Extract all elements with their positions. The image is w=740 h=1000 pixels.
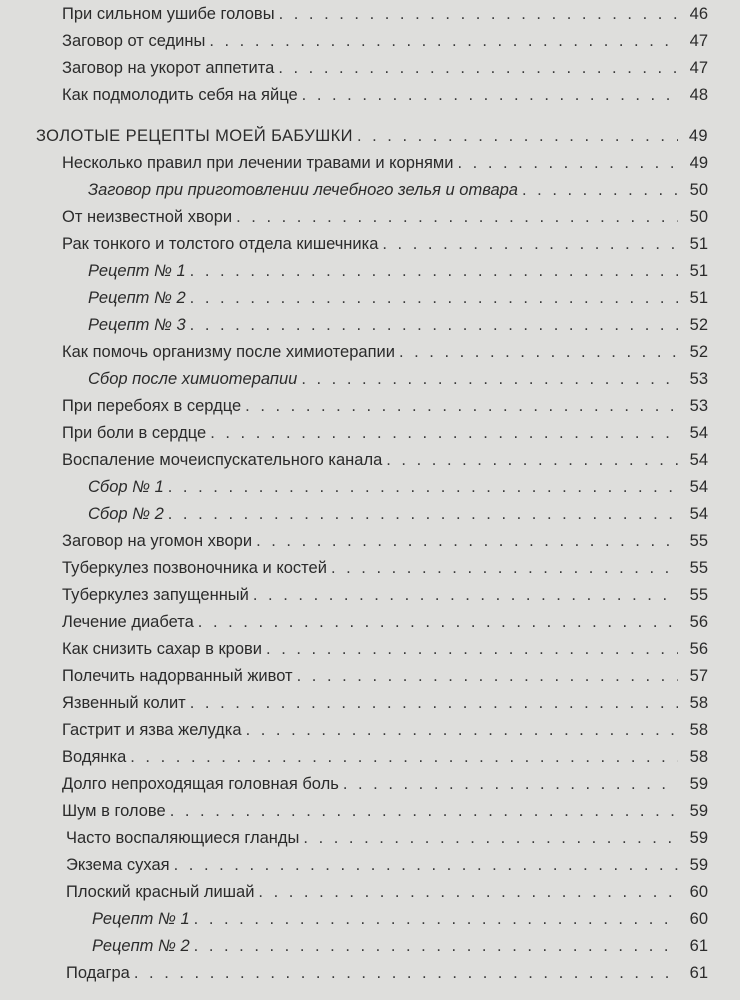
toc-entry-page: 60 [689, 883, 708, 901]
dot-leader [190, 289, 678, 308]
toc-entry-page: 50 [689, 181, 708, 199]
dot-leader [246, 721, 678, 740]
toc-entry [0, 208, 708, 235]
toc-entry-page: 49 [688, 127, 708, 145]
toc-entry-title: Сбор после химиотерапии [88, 370, 298, 388]
toc-entry-page: 59 [689, 802, 708, 820]
dot-leader [331, 559, 678, 578]
toc-entry-page: 51 [689, 262, 708, 280]
toc-entry [0, 586, 708, 613]
toc-entry-title: Подагра [66, 964, 130, 982]
dot-leader [198, 613, 678, 632]
toc-entry [0, 154, 708, 181]
dot-leader [168, 478, 678, 497]
toc-entry-page: 50 [689, 208, 708, 226]
toc-entry-title: Как помочь организму после химиотерапии [62, 343, 395, 361]
toc-entry-title: Рецепт № 1 [88, 262, 186, 280]
dot-leader [357, 127, 678, 146]
toc-entry-title: Шум в голове [62, 802, 166, 820]
dot-leader [258, 883, 678, 902]
toc-entry-page: 48 [689, 86, 708, 104]
toc-entry [0, 964, 708, 991]
toc-entry [0, 424, 708, 451]
dot-leader [343, 775, 678, 794]
toc-entry-title: Заговор при приготовлении лечебного зелья и отвара [88, 181, 518, 199]
toc-entry-page: 58 [689, 721, 708, 739]
toc-entry-page: 55 [689, 559, 708, 577]
toc-entry-title: Экзема сухая [66, 856, 170, 874]
toc-entry [0, 235, 708, 262]
toc-entry-title: Лечение диабета [62, 613, 194, 631]
toc-entry-page: 46 [689, 5, 708, 23]
toc-subentry [0, 316, 708, 343]
toc-subentry [0, 505, 708, 532]
dot-leader [210, 424, 678, 443]
dot-leader [209, 32, 678, 51]
toc-subentry [0, 937, 708, 964]
dot-leader [190, 262, 678, 281]
toc-entry-title: Сбор № 1 [88, 478, 164, 496]
dot-leader [194, 937, 678, 956]
toc-entry-title: Часто воспаляющиеся гланды [66, 829, 300, 847]
toc-entry [0, 694, 708, 721]
dot-leader [253, 586, 678, 605]
toc-entry [0, 721, 708, 748]
toc-entry [0, 667, 708, 694]
dot-leader [302, 86, 678, 105]
toc-entry [0, 802, 708, 829]
toc-subentry [0, 289, 708, 316]
toc-entry-title: Гастрит и язва желудка [62, 721, 242, 739]
toc-entry-title: Туберкулез запущенный [62, 586, 249, 604]
toc-entry-title: Язвенный колит [62, 694, 186, 712]
dot-leader [297, 667, 678, 686]
dot-leader [266, 640, 678, 659]
dot-leader [386, 451, 678, 470]
toc-entry-page: 52 [689, 316, 708, 334]
toc-entry [0, 59, 708, 86]
toc-entry-page: 58 [689, 694, 708, 712]
toc-entry-page: 53 [689, 370, 708, 388]
toc-entry-page: 59 [689, 856, 708, 874]
dot-leader [190, 316, 678, 335]
toc-entry [0, 883, 708, 910]
toc-entry [0, 343, 708, 370]
toc-entry-title: Рецепт № 2 [88, 289, 186, 307]
dot-leader [190, 694, 678, 713]
toc-entry-title: Рецепт № 3 [88, 316, 186, 334]
dot-leader [168, 505, 678, 524]
table-of-contents [0, 5, 708, 991]
dot-leader [301, 370, 678, 389]
toc-entry-title: Полечить надорванный живот [62, 667, 293, 685]
dot-leader [399, 343, 678, 362]
toc-subentry [0, 478, 708, 505]
toc-chapter-title: ЗОЛОТЫЕ РЕЦЕПТЫ МОЕЙ БАБУШКИ [36, 127, 353, 145]
dot-leader [278, 59, 678, 78]
toc-entry-page: 58 [689, 748, 708, 766]
toc-entry-page: 61 [689, 964, 708, 982]
toc-entry-title: Как снизить сахар в крови [62, 640, 263, 658]
toc-subentry [0, 370, 708, 397]
toc-entry-page: 61 [689, 937, 708, 955]
dot-leader [130, 748, 678, 767]
toc-entry-page: 54 [689, 478, 708, 496]
toc-entry-title: Туберкулез позвоночника и костей [62, 559, 327, 577]
toc-entry [0, 86, 708, 113]
toc-entry [0, 856, 708, 883]
toc-entry [0, 748, 708, 775]
toc-entry-title: Сбор № 2 [88, 505, 164, 523]
toc-entry-page: 55 [689, 586, 708, 604]
toc-entry-page: 49 [689, 154, 708, 172]
dot-leader [457, 154, 678, 173]
toc-entry-page: 56 [689, 640, 708, 658]
toc-entry [0, 775, 708, 802]
dot-leader [522, 181, 678, 200]
toc-entry-page: 54 [689, 505, 708, 523]
toc-entry-page: 57 [689, 667, 708, 685]
toc-entry [0, 829, 708, 856]
toc-entry [0, 640, 708, 667]
toc-entry [0, 532, 708, 559]
toc-entry-page: 53 [689, 397, 708, 415]
dot-leader [170, 802, 678, 821]
toc-entry-page: 59 [689, 829, 708, 847]
dot-leader [303, 829, 678, 848]
dot-leader [194, 910, 678, 929]
toc-entry-title: Долго непроходящая головная боль [62, 775, 339, 793]
toc-entry-title: Плоский красный лишай [66, 883, 255, 901]
toc-entry-page: 56 [689, 613, 708, 631]
dot-leader [236, 208, 678, 227]
dot-leader [279, 5, 678, 24]
toc-entry-title: Несколько правил при лечении травами и корнями [62, 154, 454, 172]
toc-entry-title: Рак тонкого и толстого отдела кишечника [62, 235, 379, 253]
toc-entry [0, 559, 708, 586]
toc-chapter-heading [0, 127, 708, 154]
toc-entry [0, 613, 708, 640]
toc-entry-title: Заговор на угомон хвори [62, 532, 253, 550]
toc-entry-page: 52 [689, 343, 708, 361]
toc-entry [0, 451, 708, 478]
dot-leader [245, 397, 678, 416]
toc-entry-page: 47 [689, 59, 708, 77]
toc-entry [0, 397, 708, 424]
toc-entry-page: 54 [689, 424, 708, 442]
toc-entry-title: Рецепт № 2 [92, 937, 190, 955]
toc-entry-page: 51 [689, 235, 708, 253]
toc-subentry [0, 910, 708, 937]
toc-entry-title: При боли в сердце [62, 424, 207, 442]
toc-subentry [0, 181, 708, 208]
toc-entry-page: 51 [689, 289, 708, 307]
toc-entry-title: При сильном ушибе головы [62, 5, 275, 23]
toc-entry-title: Водянка [62, 748, 127, 766]
toc-entry-title: От неизвестной хвори [62, 208, 233, 226]
toc-entry-title: Как подмолодить себя на яйце [62, 86, 298, 104]
toc-subentry [0, 262, 708, 289]
toc-entry-title: При перебоях в сердце [62, 397, 242, 415]
toc-entry [0, 5, 708, 32]
toc-entry-page: 55 [689, 532, 708, 550]
dot-leader [256, 532, 678, 551]
toc-entry-title: Заговор от седины [62, 32, 206, 50]
toc-entry-page: 60 [689, 910, 708, 928]
toc-entry-page: 54 [689, 451, 708, 469]
toc-entry-title: Заговор на укорот аппетита [62, 59, 275, 77]
toc-entry-title: Рецепт № 1 [92, 910, 190, 928]
toc-entry-page: 59 [689, 775, 708, 793]
toc-entry-title: Воспаление мочеиспускательного канала [62, 451, 383, 469]
dot-leader [174, 856, 678, 875]
dot-leader [134, 964, 678, 983]
toc-entry-page: 47 [689, 32, 708, 50]
toc-entry [0, 32, 708, 59]
dot-leader [382, 235, 678, 254]
